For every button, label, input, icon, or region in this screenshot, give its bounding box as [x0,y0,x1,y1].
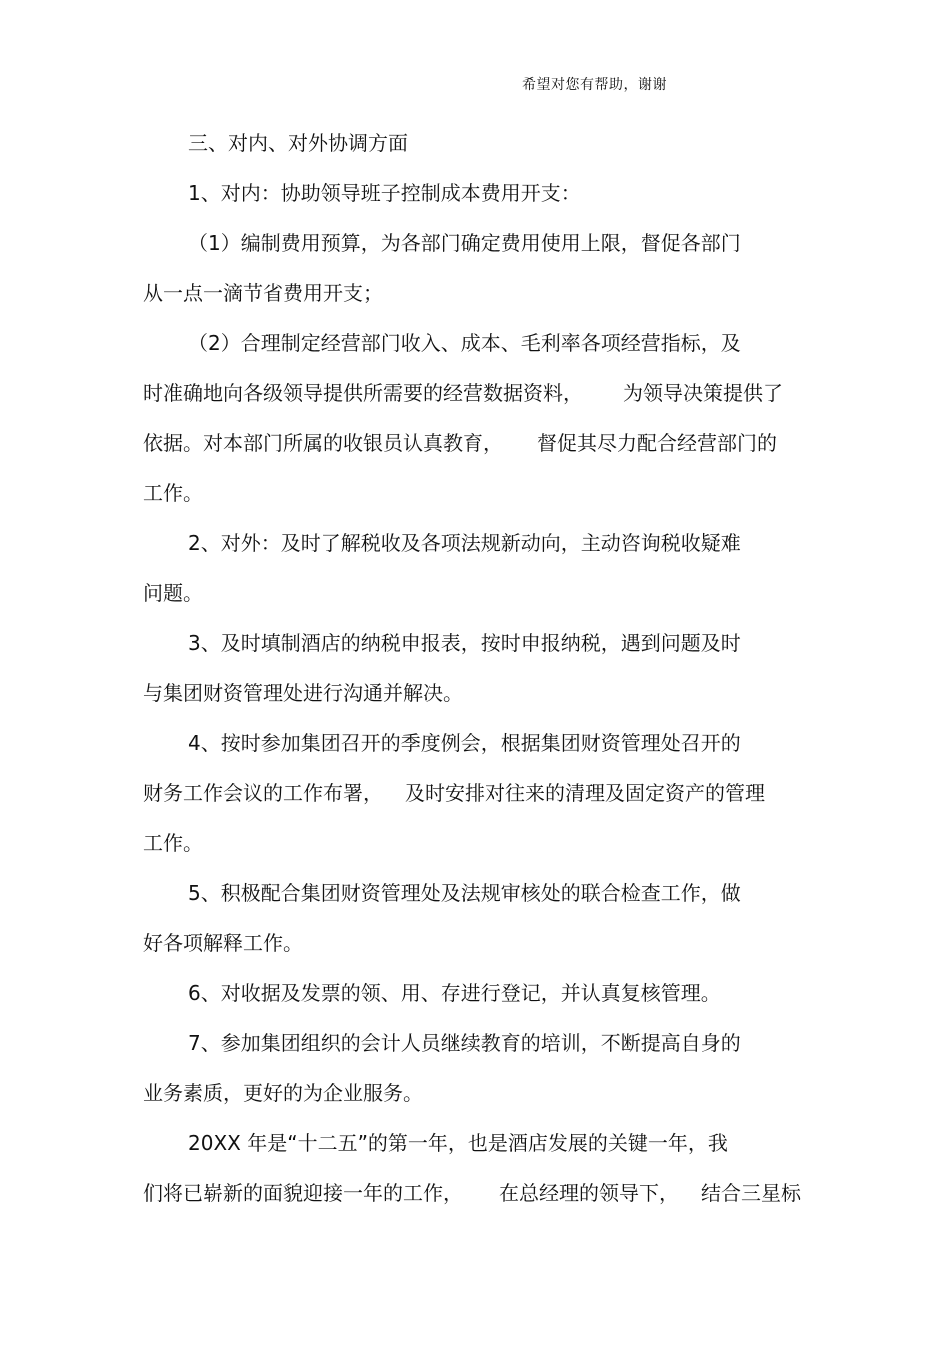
text-segment: 依据。对本部门所属的收银员认真教育， [143,431,503,455]
paragraph-line: 5、积极配合集团财资管理处及法规审核处的联合检查工作，做 [188,881,741,905]
paragraph-line: 业务素质，更好的为企业服务。 [143,1081,423,1105]
text-segment: 为领导决策提供了 [623,381,783,405]
paragraph-line [143,381,783,405]
paragraph-line: （2）合理制定经营部门收入、成本、毛利率各项经营指标，及 [188,331,741,355]
paragraph-line: 20XX 年是“十二五”的第一年，也是酒店发展的关键一年，我 [188,1131,728,1155]
paragraph-line: 好各项解释工作。 [143,931,303,955]
paragraph-line: 问题。 [143,581,203,605]
paragraph-line [143,431,777,455]
text-segment: 结合三星标 [701,1181,801,1205]
paragraph-line: 6、对收据及发票的领、用、存进行登记，并认真复核管理。 [188,981,721,1005]
paragraph-line: 工作。 [143,481,203,505]
section-heading: 三、对内、对外协调方面 [188,131,408,155]
paragraph-line: 2、对外：及时了解税收及各项法规新动向，主动咨询税收疑难 [188,531,741,555]
text-segment: 们将已崭新的面貌迎接一年的工作， [143,1181,463,1205]
paragraph-line [143,781,765,805]
header-note: 希望对您有帮助，谢谢 [522,77,667,93]
text-segment: 及时安排对往来的清理及固定资产的管理 [405,781,765,805]
text-segment: 财务工作会议的工作布署， [143,781,383,805]
text-segment: 督促其尽力配合经营部门的 [537,431,777,455]
paragraph-line: 与集团财资管理处进行沟通并解决。 [143,681,463,705]
paragraph-line: （1）编制费用预算，为各部门确定费用使用上限，督促各部门 [188,231,741,255]
paragraph-line: 4、按时参加集团召开的季度例会，根据集团财资管理处召开的 [188,731,741,755]
paragraph-line: 3、及时填制酒店的纳税申报表，按时申报纳税，遇到问题及时 [188,631,741,655]
text-segment: 在总经理的领导下， [499,1181,679,1205]
paragraph-line: 1、对内：协助领导班子控制成本费用开支： [188,181,581,205]
paragraph-line: 从一点一滴节省费用开支； [143,281,383,305]
paragraph-line: 7、参加集团组织的会计人员继续教育的培训，不断提高自身的 [188,1031,741,1055]
paragraph-line: 工作。 [143,831,203,855]
text-segment: 时准确地向各级领导提供所需要的经营数据资料， [143,381,583,405]
paragraph-line [143,1181,801,1205]
